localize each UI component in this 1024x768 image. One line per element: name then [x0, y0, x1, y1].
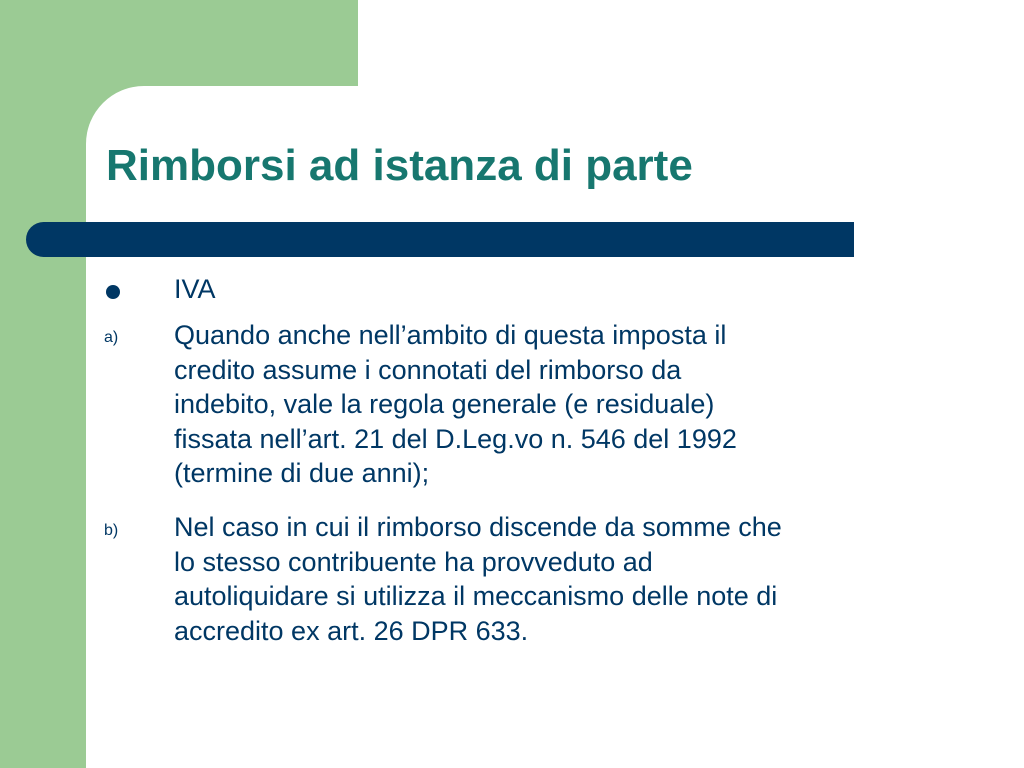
list-item-b-line: lo stesso contribuente ha provveduto ad — [174, 546, 653, 577]
bullet-item-iva: IVA — [174, 274, 216, 304]
list-item-a-line: credito assume i connotati del rimborso da — [174, 354, 682, 385]
list-marker-b: b) — [104, 522, 119, 539]
list-item-b-line: autoliquidare si utilizza il meccanismo delle note di — [174, 581, 778, 611]
list-item-b-line: Nel caso in cui il rimborso discende da somme che — [174, 512, 782, 542]
list-item-a-line: indebito, vale la regola generale (e residuale) — [174, 389, 715, 419]
list-item-a-line: (termine di due anni); — [174, 458, 430, 488]
list-item-a-line: Quando anche nell’ambito di questa imposta il — [174, 320, 727, 350]
list-item-a — [174, 318, 737, 491]
list-item-b — [174, 510, 782, 648]
list-item-a-line: fissata nell’art. 21 del D.Leg.vo n. 546 del 1992 — [174, 423, 737, 454]
list-item-b-line: accredito ex art. 26 DPR 633. — [174, 615, 529, 646]
list-marker-a: a) — [104, 329, 119, 346]
bullet-dot-icon — [106, 285, 120, 299]
slide-title: Rimborsi ad istanza di parte — [106, 141, 693, 190]
